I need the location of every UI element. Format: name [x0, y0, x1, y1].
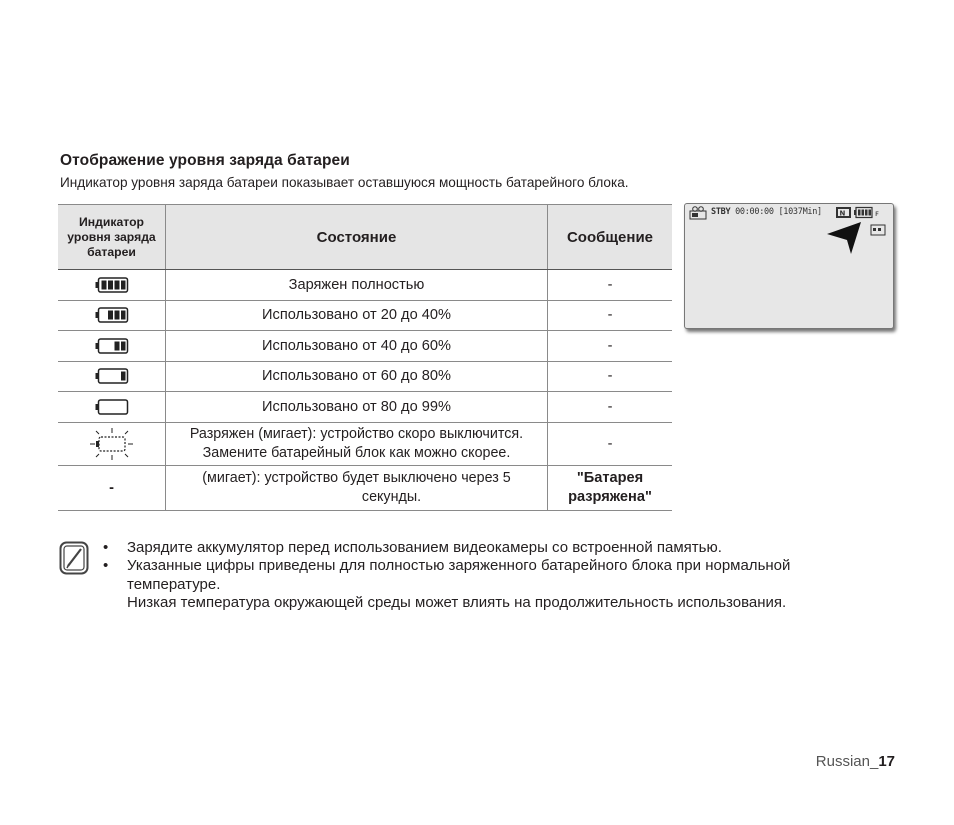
battery-empty-icon [58, 392, 166, 423]
row-state: Разряжен (мигает): устройство скоро выключится. Замените батарейный блок как можно скорее. [166, 422, 548, 465]
page-footer [816, 753, 895, 770]
row-indicator: - [58, 465, 166, 510]
pointer-arrow-icon [825, 220, 865, 256]
table-row [58, 422, 672, 465]
lcd-time-text: 00:00:00 [735, 207, 774, 217]
bullet-icon: • [103, 557, 109, 575]
page-number: 17 [878, 753, 895, 770]
table-row [58, 331, 672, 362]
notes-list [103, 539, 791, 613]
lcd-screen-illustration [684, 203, 894, 329]
header-indicator: Индикатор уровня заряда батареи [58, 205, 166, 270]
battery-one-bar-icon [58, 361, 166, 392]
table-row [58, 361, 672, 392]
header-state: Состояние [166, 205, 548, 270]
row-message: - [548, 270, 673, 301]
svg-text:ꜰ: ꜰ [875, 209, 879, 218]
lcd-remaining-text: [1037Min] [778, 207, 822, 217]
table-row [58, 392, 672, 423]
row-state: Заряжен полностью [166, 270, 548, 301]
list-item: • Зарядите аккумулятор перед использованием видеокамеры со встроенной памятью. [103, 539, 722, 556]
list-item: • Указанные цифры приведены для полностью заряженного батарейного блока при нормальной температуре. Низкая температура окружающей среды может влиять на продолжительность использования. [103, 557, 791, 612]
svg-text:N: N [839, 209, 846, 218]
battery-blinking-empty-icon [58, 422, 166, 465]
footer-language: Russian_ [815, 753, 879, 770]
row-state: Использовано от 80 до 99% [166, 392, 548, 423]
table-row [58, 270, 672, 301]
row-message: - [548, 300, 673, 331]
row-message: "Батарея разряжена" [548, 465, 673, 510]
header-message: Сообщение [548, 205, 673, 270]
battery-three-bars-icon [58, 300, 166, 331]
bullet-icon: • [103, 539, 109, 556]
section-intro: Индикатор уровня заряда батареи показывает оставшуюся мощность батарейного блока. [60, 175, 629, 190]
row-state: Использовано от 60 до 80% [166, 361, 548, 392]
lcd-stby-text: STBY [711, 207, 731, 217]
row-message: - [548, 392, 673, 423]
section-title: Отображение уровня заряда батареи [60, 152, 350, 169]
row-message: - [548, 331, 673, 362]
table-row [58, 300, 672, 331]
camcorder-mode-icon [689, 206, 709, 220]
note-icon [59, 541, 89, 575]
row-state: Использовано от 20 до 40% [166, 300, 548, 331]
table-header-row [58, 205, 672, 270]
battery-full-icon [58, 270, 166, 301]
row-state: (мигает): устройство будет выключено через 5 секунды. [166, 465, 548, 510]
lcd-status-line [711, 207, 822, 217]
row-state: Использовано от 40 до 60% [166, 331, 548, 362]
row-message: - [548, 422, 673, 465]
battery-two-bars-icon [58, 331, 166, 362]
table-row [58, 465, 672, 510]
row-message: - [548, 361, 673, 392]
battery-level-table [58, 204, 672, 511]
